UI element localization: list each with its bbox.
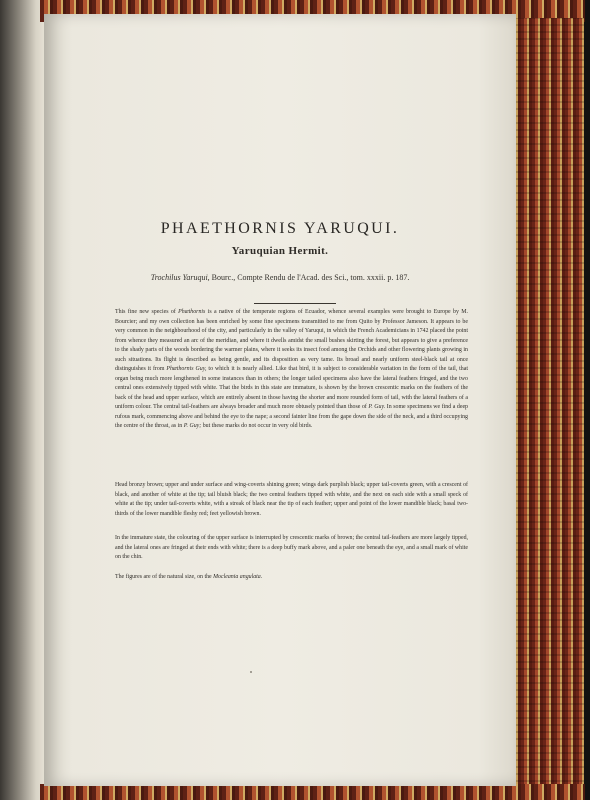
paragraph-text: In the immature state, the colouring of the upper surface is interrupted by crescentic marks of brown; the central tail-feathers are more largely tipped, and the lateral ones are fringed at their ends with white; there is a deep buffy mark above, and a paler one beneath the eye, and a small mark of white on the chin. — [115, 535, 468, 560]
italic-text: Phæthornis — [178, 309, 206, 315]
page — [44, 14, 516, 786]
italic-text: Phæthornis Guy, — [166, 366, 207, 372]
italic-text: Mocleania angulata. — [213, 574, 263, 580]
paragraph — [115, 534, 468, 563]
paragraph-text: This fine new species of — [115, 309, 179, 315]
citation — [44, 273, 516, 282]
paragraph-text: but these marks do not occur in very old birds. — [201, 423, 313, 429]
paragraph — [115, 308, 468, 432]
book-edge-bottom — [40, 784, 585, 800]
citation-rest: Bourc., Compte Rendu de l'Acad. des Sci., tom. xxxii. p. 187. — [209, 273, 410, 282]
italic-text: P. Guy. — [368, 404, 386, 410]
page-subtitle: Yaruquian Hermit. — [231, 245, 329, 257]
paragraph-text: to which it is nearly allied. Like that bird, it is subject to considerable variation in the form of the tail, that organ being much more lengthened in some instances than in others; the longer tailed specimens also have the lateral feathers fringed, and the two central ones extensively tipped with white. That the birds in this state are immature, is shown by the brown crescentic marks on the feathers of the back of the head and upper surface, which are entirely absent in those having the shorter and more rounded form of tail, with the lateral feathers of a uniform colour. The central tail-feathers are always broader and much more obtusely pointed than those of — [115, 366, 468, 410]
paragraph-text: Head bronzy brown; upper and under surface and wing-coverts shining green; wings dark purplish black; upper tail-coverts green, with a crescent of black, and another of white at the tip; tail bluish black; the two central feathers tipped with white, and the next on each side with a small speck of white at the tip; under tail-coverts white, with a streak of black near the tip of each feather; upper and point of the lower mandible black; basal two-thirds of the lower mandible fleshy red; feet yellowish brown. — [115, 482, 468, 517]
page-mark — [250, 671, 252, 673]
book-edge-right — [508, 18, 584, 796]
paragraph — [115, 573, 468, 583]
page-title: PHAETHORNIS YARUQUI. — [160, 220, 400, 237]
italic-text: P. Guy; — [183, 423, 202, 429]
separator-rule — [254, 303, 336, 304]
paragraph-text: is a native of the temperate regions of Ecuador, whence several examples were brought to Europe by M. Bourcier; and my own collection has been enriched by some fine specimens transmitted to me from Quito by Professor Jameson. It appears to be very common in the neighbourhood of the city, and particularly in the valley of Yaruqui, in which the French Academicians in 1742 placed the point from whence they measured an arc of the meridian, and where it dwells amidst the small bushes skirting the forest, but appears to give a preference to the shady parts of the woods bordering the warmer plains, where it seeks its insect food among the Orchids and other flowering plants growing in such situations. Its flight is described as being gentle, and its disposition as very tame. Its broad and nearly uniform steel-black tail at once distinguishes it from — [115, 309, 468, 372]
paragraph — [115, 481, 468, 519]
left-page-edge — [0, 0, 48, 800]
paragraph-text: The figures are of the natural size, on the — [115, 574, 214, 580]
paragraph-text: In some specimens we find a deep rufous mark, commencing above and behind the eye to the nape; a second fainter line from the gape down the side of the neck, and a third occupying the centre of the throat, as in — [115, 404, 469, 429]
citation-italic: Trochilus Yaruqui, — [150, 273, 210, 282]
